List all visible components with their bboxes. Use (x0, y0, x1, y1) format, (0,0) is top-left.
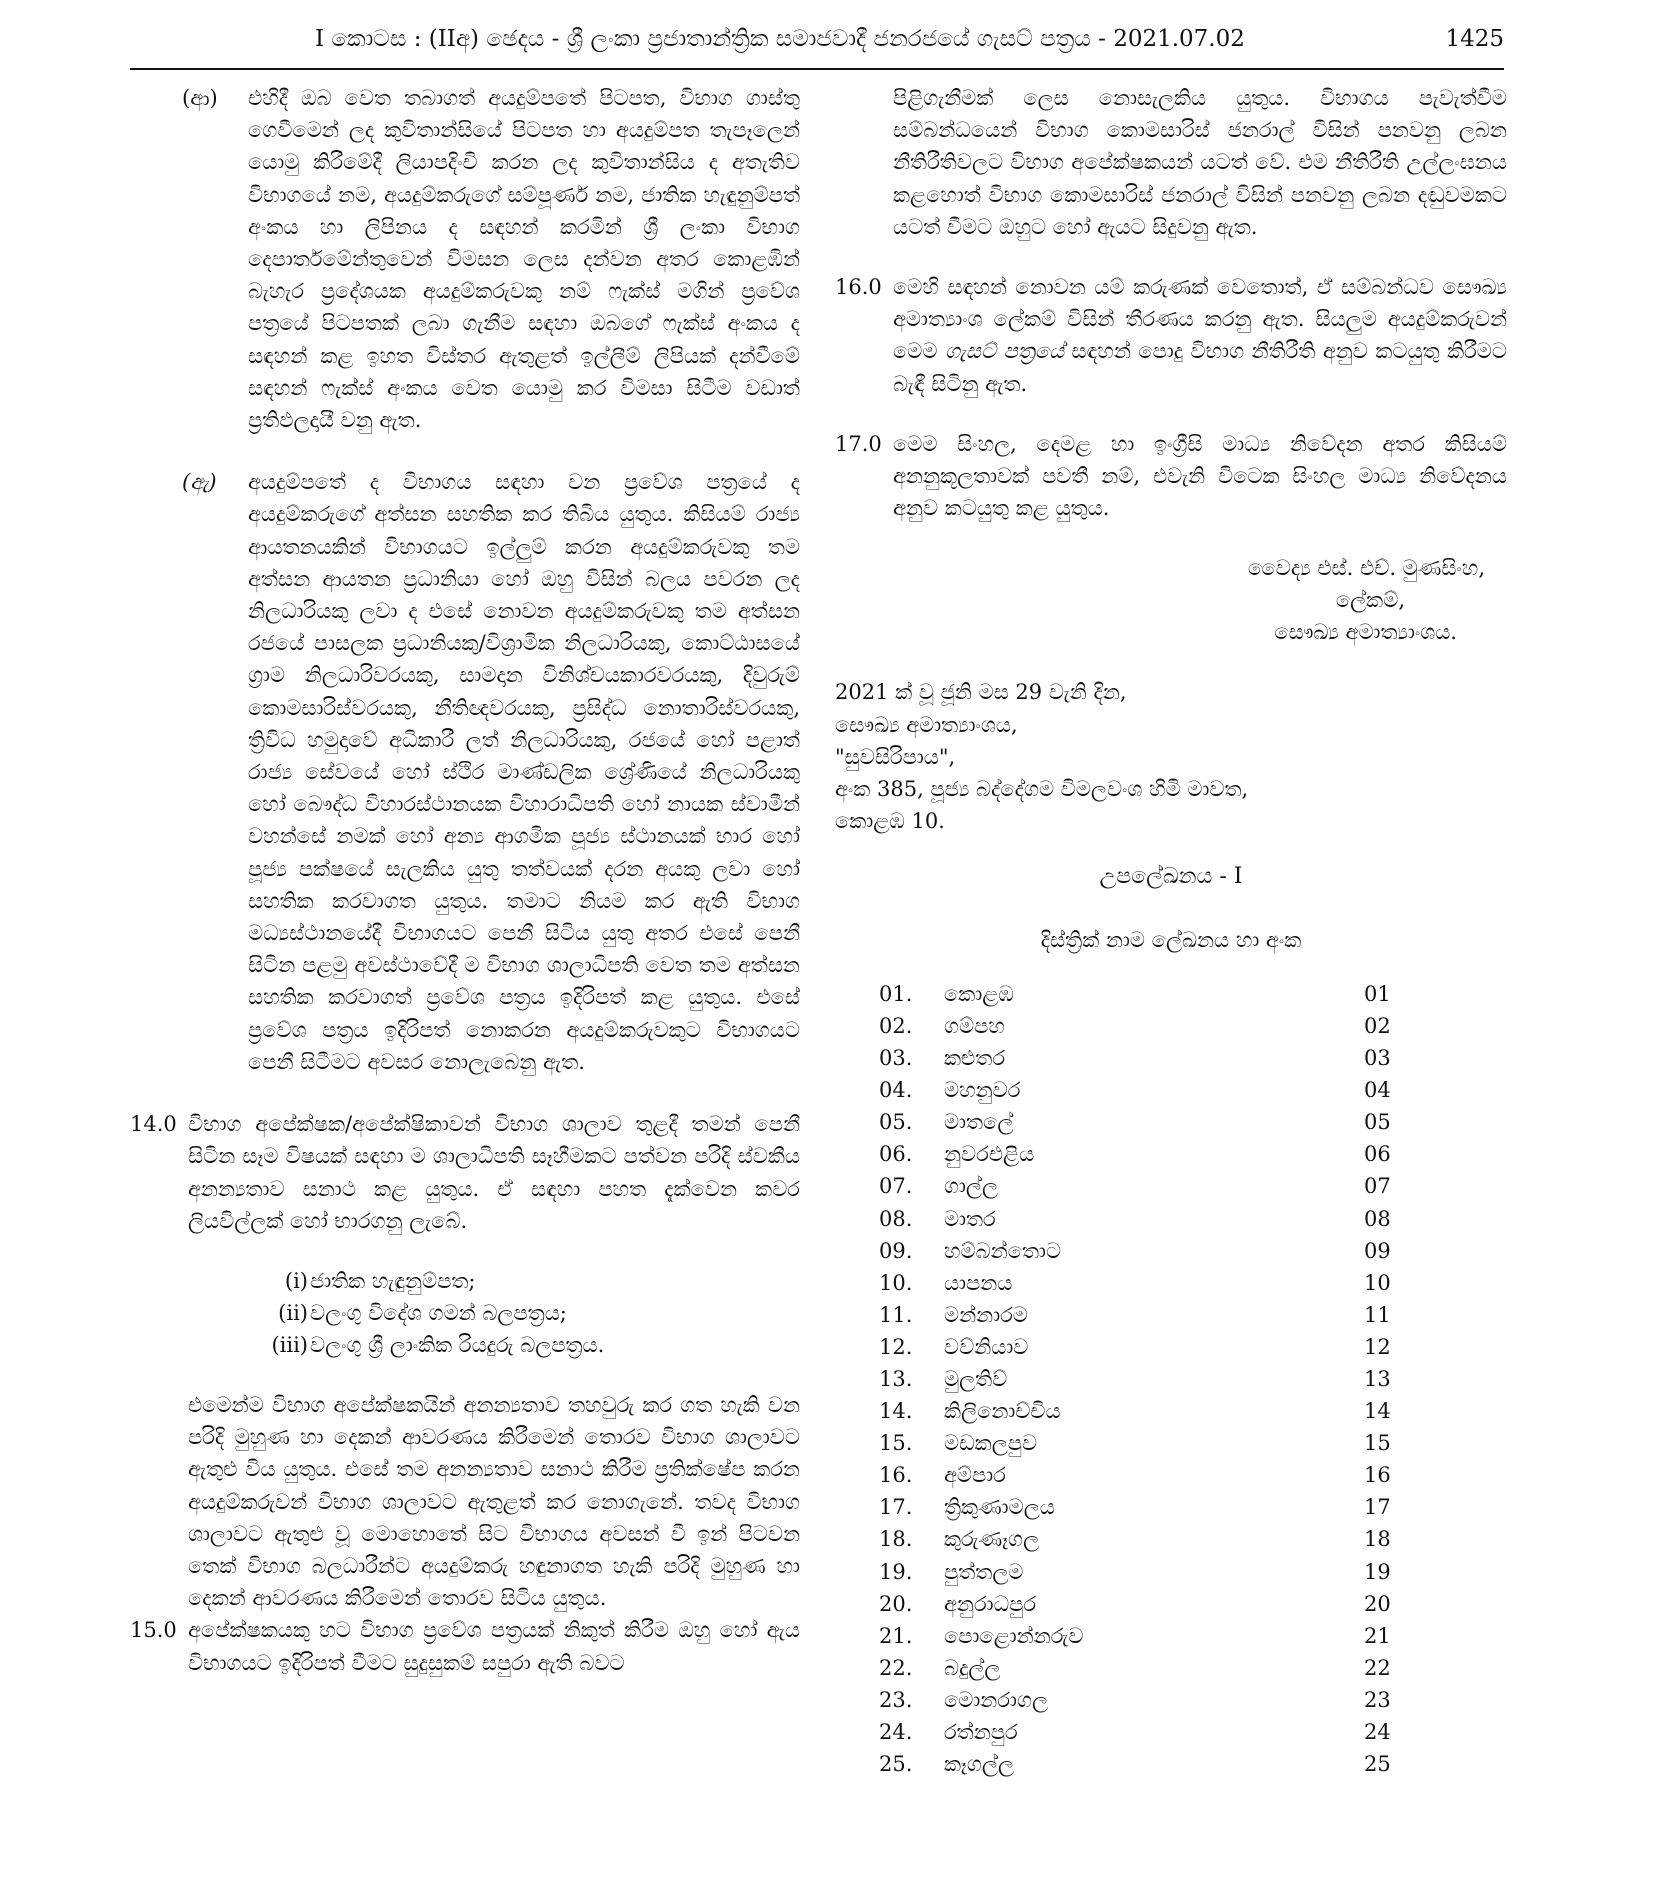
section-15-continued: පිළිගැනීමක් ලෙස නොසැලකිය යුතුය. විභාගය පැවැත්වීම සම්බන්ධයෙන් විභාග කොමසාරිස් ජනරාල් විසින් පනවනු ලබන නීතිරීතිවලට විභාග අපේක්ෂකයන් යටත් වේ. එම නීතිරීති උල්ලංඝනය කළහොත් විභාග කොමසාරිස් ජනරාල් විසින් පනවනු ලබන දඬුවමකට යටත් වීමට ඔහුට හෝ ඇයට සිදුවනු ඇත. (893, 86, 1507, 239)
district-name: යාපනය (944, 1270, 1013, 1295)
district-code: 04 (1364, 1078, 1391, 1103)
clause-text: එහිදී ඔබ වෙත තබාගත් අයදුම්පතේ පිටපත, විභාග ගාස්තු ගෙවීමෙන් ලද කුවිතාන්සියේ පිටපත හා අයදුම්පත තැපෑලෙන් යොමු කිරීමේදී ලියාපදිංචි කරන ලද කුවිතාන්සිය ද අතැතිව විභාගයේ නම, අයදුම්කරුගේ සම්පූර්ණ නම, ජාතික හැඳුනුම්පත් අංකය හා ලිපිනය ද සඳහන් කරමින් ශ්‍රී ලංකා විභාග දෙපාර්තමේන්තුවෙන් විමසන ලෙස දන්වන අතර කොළඹින් බැහැර ප්‍රදේශයක අයදුම්කරුවකු නම් ෆැක්ස් මගින් ප්‍රවේශ පත්‍රයේ පිටපතක් ලබා ගැනීම සඳහා ඔබගේ ෆැක්ස් අංකය ද සඳහන් කළ ඉහත විස්තර ඇතුළත් ඉල්ලීම් ලිපියක් දන්වීමේ සඳහන් ෆැක්ස් අංකය වෙත යොමු කර විමසා සිටීම වඩාත් ප්‍රතිඵලදායී වනු ඇත. (248, 86, 800, 433)
signatory-name: වෛද්‍ය එස්. එච්. මුණසිංහ, (1247, 556, 1485, 581)
section-label: 14.0 (130, 1112, 177, 1137)
district-number: 13. (879, 1366, 913, 1391)
section-text: විභාග අපේක්ෂක/අපේක්ෂිකාවන් විභාග ශාලාව තුළදී තමන් පෙනී සිටින සෑම විෂයක් සඳහා ම ශාලාධිපති සෑහීමකට පත්වන පරිදි ස්වකීය අනන්‍යතාව සනාථ කළ යුතුය. ඒ සඳහා පහත දැක්වෙන කවර ලියවිල්ලක් හෝ භාරගනු ලැබේ. (188, 1112, 800, 1233)
district-number: 01. (879, 981, 913, 1006)
table-row (879, 1106, 1444, 1138)
district-code: 15 (1364, 1431, 1391, 1456)
district-number: 15. (879, 1431, 913, 1456)
district-number: 12. (879, 1334, 913, 1359)
table-row (879, 1491, 1444, 1523)
district-name: පුත්තලම (944, 1559, 1024, 1584)
district-code: 02 (1364, 1013, 1391, 1038)
table-row (879, 1395, 1444, 1427)
table-row (879, 1331, 1444, 1363)
district-code: 21 (1364, 1623, 1391, 1648)
district-number: 19. (879, 1559, 913, 1584)
district-number: 02. (879, 1013, 913, 1038)
district-code: 06 (1364, 1142, 1391, 1167)
district-code: 08 (1364, 1206, 1391, 1231)
clause-label: (ආ) (182, 86, 218, 110)
district-number: 17. (879, 1495, 913, 1520)
district-number: 04. (879, 1078, 913, 1103)
district-number: 25. (879, 1752, 913, 1777)
district-code: 20 (1364, 1591, 1391, 1616)
district-name: මාතර (944, 1206, 996, 1231)
district-code: 18 (1364, 1527, 1391, 1552)
district-name: අනුරාධපුර (944, 1591, 1037, 1616)
table-row (879, 1716, 1444, 1748)
district-number: 11. (879, 1302, 913, 1327)
list-item: (iii) වලංගු ශ්‍රී ලාංකික රියදුරු බලපත්‍රය. (271, 1332, 605, 1357)
district-number: 08. (879, 1206, 913, 1231)
district-name: මුලතිව් (944, 1366, 1008, 1391)
district-name: ත්‍රිකුණාමලය (944, 1495, 1055, 1520)
district-name: කිලිනොච්චිය (944, 1399, 1061, 1424)
section-label: 17.0 (835, 431, 882, 456)
district-number: 20. (879, 1591, 913, 1616)
table-row (879, 1299, 1444, 1331)
district-code: 16 (1364, 1463, 1391, 1488)
district-code: 01 (1364, 981, 1391, 1006)
clause-aa (130, 82, 800, 436)
section-text: මෙහි සඳහන් නොවන යම් කරුණක් වෙතොත්, ඒ සම්බන්ධව සෞඛ්‍ය අමාත්‍යාංශ ලේකම් විසින් තීරණය කරනු ඇත. සියලුම අයදුම්කරුවන් මෙම ගැසට් පත්‍රයේ සඳහන් පොදු විභාග නීතිරීති අනුව කටයුතු කිරීමට බැඳී සිටිනු ඇත. (893, 275, 1508, 396)
district-code: 23 (1364, 1687, 1391, 1712)
section-14 (130, 1108, 800, 1614)
table-row (879, 1235, 1444, 1267)
district-code: 07 (1364, 1174, 1391, 1199)
district-name: කුරුණෑගල (944, 1527, 1040, 1552)
district-code: 25 (1364, 1752, 1391, 1777)
section-text: මෙම සිංහල, දෙමළ හා ඉංග්‍රීසි මාධ්‍ය නිවේදන අතර කිසියම් අනනුකූලතාවක් පවතී නම්, එවැනි විටෙක සිංහල මාධ්‍ය නිවේදනය අනුව කටයුතු කළ යුතුය. (893, 431, 1507, 521)
district-name: ගම්පහ (944, 1013, 1005, 1038)
district-number: 10. (879, 1270, 913, 1295)
table-row (879, 1363, 1444, 1395)
address-line: කොළඹ 10. (835, 809, 945, 834)
district-code: 17 (1364, 1495, 1391, 1520)
address-line: අංක 385, පූජ්‍ය බද්දේගම විමලවංශ හිමි මාවත, (835, 777, 1249, 802)
district-code: 03 (1364, 1046, 1391, 1071)
district-number: 09. (879, 1238, 913, 1263)
district-code: 13 (1364, 1366, 1391, 1391)
district-number: 24. (879, 1720, 913, 1745)
district-code: 14 (1364, 1399, 1391, 1424)
district-number: 21. (879, 1623, 913, 1648)
district-code: 11 (1364, 1302, 1391, 1327)
table-row (879, 1459, 1444, 1491)
clause-ae (130, 466, 800, 1078)
district-number: 18. (879, 1527, 913, 1552)
address-line: සෞඛ්‍ය අමාත්‍යාංශය, (835, 712, 1018, 737)
table-row (879, 1203, 1444, 1235)
table-row (879, 1427, 1444, 1459)
list-item: (ii) වලංගු විදේශ ගමන් බලපත්‍රය; (278, 1300, 567, 1325)
district-number: 07. (879, 1174, 913, 1199)
district-number: 06. (879, 1142, 913, 1167)
district-number: 03. (879, 1046, 913, 1071)
table-row (879, 1748, 1444, 1780)
district-number: 23. (879, 1687, 913, 1712)
table-row (879, 1138, 1444, 1170)
district-name: ගාල්ල (944, 1174, 998, 1199)
district-name: වව්නියාව (944, 1334, 1029, 1359)
section-label: 15.0 (130, 1618, 177, 1643)
district-number: 22. (879, 1655, 913, 1680)
district-name: කෑගල්ල (944, 1752, 1014, 1777)
table-row (879, 1652, 1444, 1684)
page-number: 1425 (1445, 26, 1504, 52)
section-label: 16.0 (835, 275, 882, 300)
section-text: අපේක්ෂකයකු හට විභාග ප්‍රවේශ පත්‍රයක් නිකුත් කිරීම ඔහු හෝ ඇය විභාගයට ඉදිරිපත් වීමට සුදුසුකම් සපුරා ඇති බවට (188, 1618, 800, 1675)
signatory-title: ලේකම්, (1335, 588, 1405, 613)
district-number: 16. (879, 1463, 913, 1488)
table-row (879, 1684, 1444, 1716)
district-code: 10 (1364, 1270, 1391, 1295)
signatory-ministry: සෞඛ්‍ය අමාත්‍යාංශය. (1274, 620, 1457, 645)
table-row (879, 1042, 1444, 1074)
district-name: මොනරාගල (944, 1687, 1048, 1712)
address-block (835, 676, 1507, 837)
table-row (879, 1588, 1444, 1620)
section-15 (130, 1614, 800, 1678)
district-name: මන්නාරම (944, 1302, 1028, 1327)
district-number: 14. (879, 1399, 913, 1424)
district-code: 05 (1364, 1110, 1391, 1135)
clause-label: (ඇ) (182, 470, 217, 495)
district-name: රත්නපුර (944, 1720, 1018, 1745)
gazette-title: I කොටස : (IIඅ) ඡෙදය - ශ්‍රී ලංකා ප්‍රජාතාන්ත්‍රික සමාජවාදී ජනරජයේ ගැසට් පත්‍රය - 2021.07.02 (315, 26, 1245, 52)
district-code: 22 (1364, 1655, 1391, 1680)
district-name: හම්බන්තොට (944, 1238, 1062, 1263)
address-line: "සුවසිරිපාය", (835, 744, 956, 769)
table-row (879, 978, 1444, 1010)
district-name: කළුතර (944, 1046, 1006, 1071)
district-code: 09 (1364, 1238, 1391, 1263)
district-name: පොළොන්නරුව (944, 1623, 1084, 1648)
signature-block (835, 552, 1507, 648)
district-name: මාතලේ (944, 1110, 1014, 1135)
table-row (879, 1010, 1444, 1042)
district-list-title: දිස්ත්‍රික් නාම ලේඛනය හා අංක (1040, 927, 1302, 952)
district-name: නුවරඑළිය (944, 1142, 1035, 1167)
district-name: අම්පාර (944, 1463, 1006, 1488)
table-row (879, 1267, 1444, 1299)
district-name: මඩකලපුව (944, 1431, 1038, 1456)
district-table (879, 978, 1444, 1780)
district-code: 24 (1364, 1720, 1391, 1745)
district-name: කොළඹ (944, 981, 1014, 1006)
district-code: 19 (1364, 1559, 1391, 1584)
district-number: 05. (879, 1110, 913, 1135)
table-row (879, 1620, 1444, 1652)
clause-text: අයදුම්පතේ ද විභාගය සඳහා වන ප්‍රවේශ පත්‍රයේ ද අයදුම්කරුගේ අත්සන සහතික කර තිබිය යුතුය. කිසියම් රාජ්‍ය ආයතනයකින් විභාගයට ඉල්ලුම් කරන අයදුම්කරුවකු තම අත්සන ආයතන ප්‍රධානියා හෝ ඔහු විසින් බලය පවරන ලද නිලධාරියකු ලවා ද එසේ නොවන අයදුම්කරුවකු තම අත්සන රජයේ පාසලක ප්‍රධානියකු/විශ්‍රාමික නිලධාරියකු, කොට්ඨාසයේ ග්‍රාම නිලධාරිවරයකු, සාමදාන විනිශ්චයකාරවරයකු, දිවුරුම් කොමසාරිස්වරයකු, නීතිඥවරයකු, ප්‍රසිද්ධ නොතාරිස්වරයකු, ත්‍රිවිධ හමුදාවේ අධිකාරී ලත් නිලධාරියකු, රජයේ හෝ පළාත් රාජ්‍ය සේවයේ හෝ ස්ථිර මාණ්ඩලික ශ්‍රේණියේ නිලධාරියකු හෝ බෞද්ධ විහාරස්ථානයක විහාරාධිපති හෝ නායක ස්වාමීන් වහන්සේ නමක් හෝ අන්‍ය ආගමික පූජ්‍ය ස්ථානයක් භාර හෝ පූජ්‍ය පක්ෂයේ සැලකිය යුතු තත්වයක් දරන අයකු ලවා හෝ සහතික කරවාගත යුතුය. තමාට නියම කර ඇති විභාග මධ්‍යස්ථානයේදී විභාගයට පෙනී සිටිය යුතු අතර එසේ පෙනී සිටින පළමු අවස්ථාවේදී ම විභාග ශාලාධිපති වෙත තම අත්සන සහතික කරවාගත් ප්‍රවේශ පත්‍රය ඉදිරිපත් කළ යුතුය. එසේ ප්‍රවේශ පත්‍රය ඉදිරිපත් නොකරන අයදුම්කරුවකුට විභාගයට පෙනී සිටීමට අවසර නොලැබෙනු ඇත. (248, 470, 800, 1074)
issue-date: 2021 ක් වූ ජූනි මස 29 වැනි දින, (835, 680, 1127, 705)
section-text-continued: එමෙන්ම විභාග අපේක්ෂකයින් අනන්‍යතාව තහවුරු කර ගත හැකි වන පරිදි මුහුණ හා දෙකන් ආවරණය කිරීමෙන් තොරව විභාග ශාලාවට ඇතුළු විය යුතුය. එසේ තම අනන්‍යතාව සනාථ කිරීම ප්‍රතික්ෂේප කරන අයදුම්කරුවන් විභාග ශාලාවට ඇතුළත් කර නොගැනේ. තවද විභාග ශාලාවට ඇතුළු වූ මොහොතේ සිට විභාගය අවසන් වී ඉන් පිටවන තෙක් විභාග බලධාරීන්ට අයදුම්කරු හඳුනාගත හැකි පරිදි මුහුණ හා දෙකන් ආවරණය කිරීමෙන් තොරව සිටිය යුතුය. (188, 1392, 800, 1611)
page-header (130, 24, 1504, 70)
district-name: මහනුවර (944, 1078, 1021, 1103)
district-code: 12 (1364, 1334, 1391, 1359)
section-16 (835, 271, 1507, 400)
table-row (879, 1556, 1444, 1588)
section-17 (835, 428, 1507, 525)
id-document-list (188, 1265, 800, 1361)
district-name: බදුල්ල (944, 1655, 1001, 1680)
left-column (130, 82, 800, 1679)
table-row (879, 1523, 1444, 1555)
annex-title: උපලේඛනය - I (1099, 864, 1243, 890)
table-row (879, 1170, 1444, 1202)
right-column (835, 82, 1507, 1780)
list-item: (i) ජාතික හැඳුනුම්පත; (284, 1268, 476, 1293)
table-row (879, 1074, 1444, 1106)
